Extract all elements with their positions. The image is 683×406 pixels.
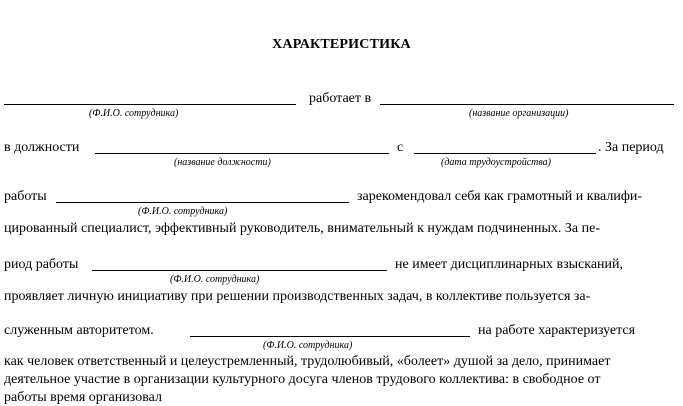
body-line-4: цированный специалист, эффективный руководитель, внимательный к нуждам подчиненных. За пе- <box>4 221 600 236</box>
organization-name-blank <box>380 104 674 105</box>
in-position-text: в должности <box>4 140 80 155</box>
document-title: ХАРАКТЕРИСТИКА <box>272 37 411 52</box>
body-line-9: деятельное участие в организации культурного досуга членов трудового коллектива: в свободное от <box>4 372 601 387</box>
hire-date-hint: (дата трудоустройства) <box>441 157 551 168</box>
body-line-8: как человек ответственный и целеустремленный, трудолюбивый, «болеет» душой за дело, принимает <box>4 354 611 369</box>
body-line-10: работы время организовал <box>4 390 162 405</box>
employee-name-blank-2 <box>56 202 349 203</box>
employee-name-hint-2: (Ф.И.О. сотрудника) <box>138 206 228 217</box>
employee-name-hint-3: (Ф.И.О. сотрудника) <box>170 274 260 285</box>
no-penalties-text: не имеет дисциплинарных взысканий, <box>395 257 624 272</box>
employee-name-blank-4 <box>190 336 470 337</box>
deserved-authority-text: служенным авторитетом. <box>4 323 154 338</box>
employee-name-blank-3 <box>92 270 387 271</box>
position-name-hint: (название должности) <box>174 157 271 168</box>
characterized-text: на работе характеризуется <box>478 323 636 338</box>
for-period-text: . За период <box>598 140 664 155</box>
works-at-text: работает в <box>309 91 372 106</box>
employee-name-hint: (Ф.И.О. сотрудника) <box>89 108 179 119</box>
work-text: работы <box>4 189 47 204</box>
employee-name-hint-4: (Ф.И.О. сотрудника) <box>263 340 353 351</box>
since-text: с <box>397 140 404 155</box>
body-line-6: проявляет личную инициативу при решении производственных задач, в коллективе пользуется за- <box>4 289 591 304</box>
recommended-text: зарекомендовал себя как грамотный и квалифи- <box>357 189 643 204</box>
period-of-work-text: риод работы <box>4 257 79 272</box>
employee-name-blank <box>4 104 296 105</box>
position-name-blank <box>95 153 389 154</box>
organization-name-hint: (название организации) <box>469 108 569 119</box>
hire-date-blank <box>414 153 596 154</box>
